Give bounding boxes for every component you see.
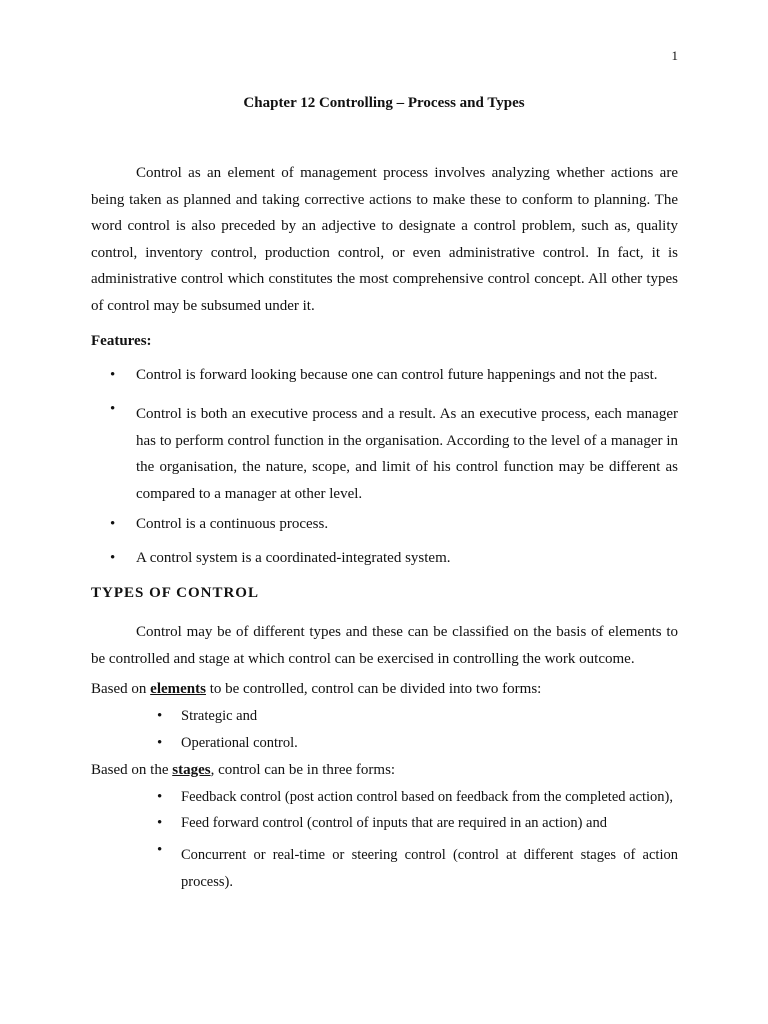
elements-keyword: elements <box>150 681 206 697</box>
feature-item: Control is forward looking because one can control future happenings and not the past. <box>136 367 658 383</box>
features-heading: Features: <box>91 333 152 349</box>
feature-item: Control is both an executive process and a result. As an executive process, each manager has to perform control function in the organisation. According to the level of a manager in the organisation, the nature, scope, and limit of his control function may be different as compared to a manager at other level. <box>136 406 678 502</box>
bullet-icon: • <box>157 842 163 858</box>
bullet-icon: • <box>110 367 116 383</box>
bullet-icon: • <box>110 516 116 532</box>
feature-item: Control is a continuous process. <box>136 516 329 532</box>
stages-keyword: stages <box>172 762 211 778</box>
bullet-icon: • <box>110 401 116 417</box>
page-title: Chapter 12 Controlling – Process and Types <box>243 95 525 111</box>
elements-prefix: Based on <box>91 681 151 697</box>
elements-form-item: Operational control. <box>181 735 298 751</box>
bullet-icon: • <box>110 550 116 566</box>
bullet-icon: • <box>157 708 163 724</box>
page-number: 1 <box>671 48 678 63</box>
types-heading: TYPES OF CONTROL <box>91 585 259 601</box>
elements-suffix: to be controlled, control can be divided into two forms: <box>205 681 542 697</box>
stages-form-item: Feedback control (post action control based on feedback from the completed action), <box>181 789 674 805</box>
stages-form-item: Concurrent or real-time or steering control (control at different stages of action process). <box>181 847 678 890</box>
bullet-icon: • <box>157 789 163 805</box>
stages-suffix: , control can be in three forms: <box>210 762 396 778</box>
stages-prefix: Based on the <box>91 762 173 778</box>
types-paragraph: Control may be of different types and these can be classified on the basis of elements to be controlled and stage at which control can be exercised in controlling the work outcome. <box>91 624 678 667</box>
bullet-icon: • <box>157 735 163 751</box>
bullet-icon: • <box>157 815 163 831</box>
intro-paragraph: Control as an element of management process involves analyzing whether actions are being taken as planned and taking corrective actions to make these to conform to planning. The word control is also preceded by an adjective to designate a control problem, such as, quality control, inventory control, production control, or even administrative control. In fact, it is administrative control which constitutes the most comprehensive control concept. All other types of control may be subsumed under it. <box>91 165 678 314</box>
elements-form-item: Strategic and <box>181 708 258 724</box>
elements-line <box>91 681 678 698</box>
stages-form-item: Feed forward control (control of inputs that are required in an action) and <box>181 815 607 831</box>
feature-item: A control system is a coordinated-integrated system. <box>136 550 451 566</box>
stages-line <box>91 762 678 779</box>
